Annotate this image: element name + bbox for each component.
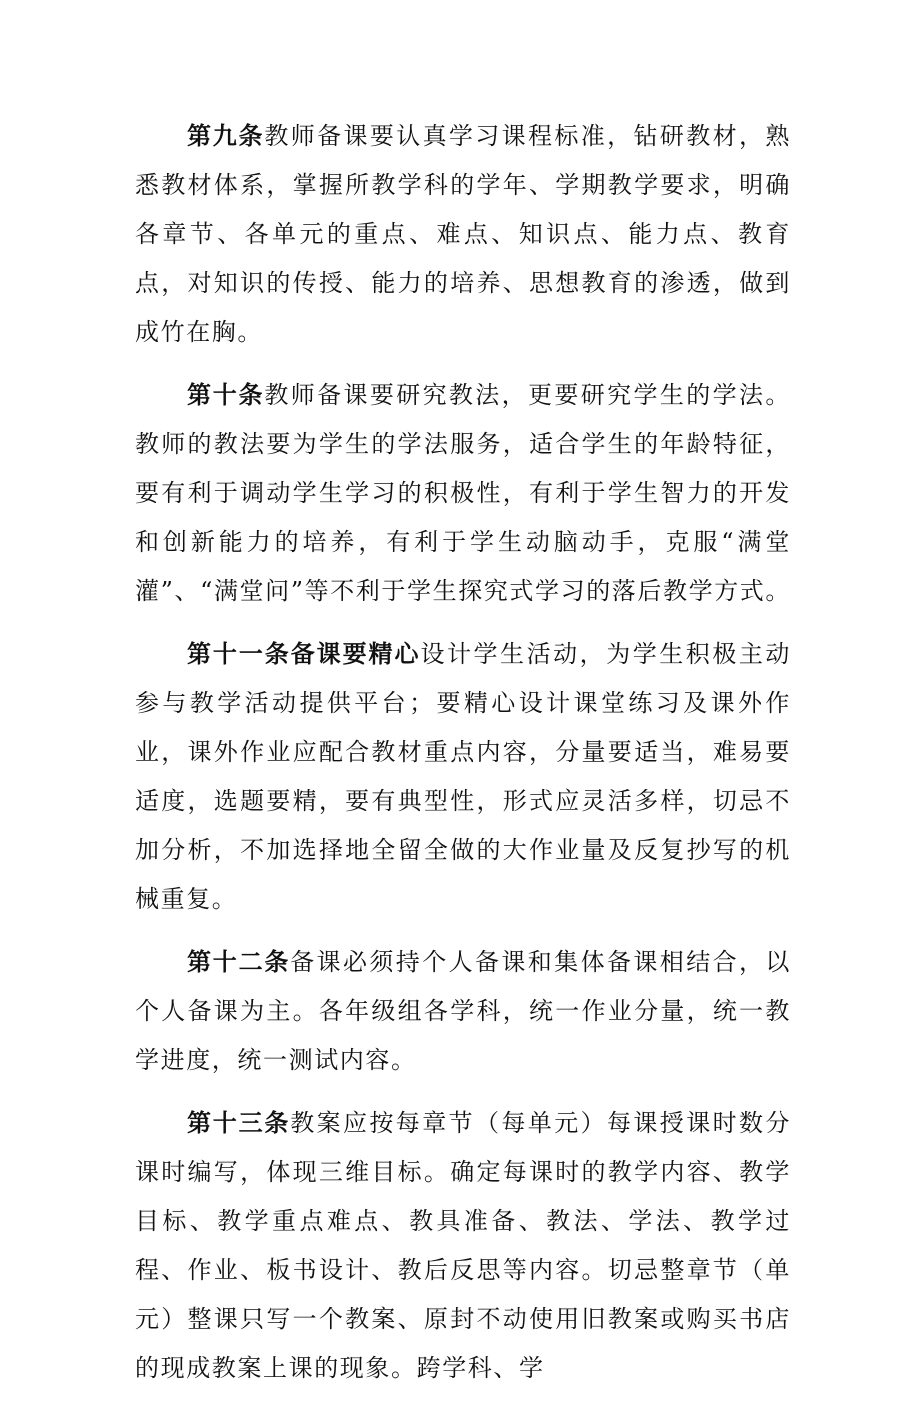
article-heading: 第十一条备课要精心 (187, 640, 421, 668)
article-heading: 第十条 (187, 381, 265, 409)
article-text: 教师备课要认真学习课程标准，钻研教材，熟悉教材体系，掌握所教学科的学年、学期教学要求，明确各章节、各单元的重点、难点、知识点、能力点、教育点，对知识的传授、能力的培养、思想教育的渗透，做到成竹在胸。 (135, 122, 792, 346)
article-9 (135, 112, 791, 357)
article-10 (135, 371, 791, 616)
document-body (135, 112, 791, 1407)
article-text: 备课必须持个人备课和集体备课相结合，以个人备课为主。各年级组各学科，统一作业分量，统一教学进度，统一测试内容。 (135, 948, 791, 1074)
article-heading: 第十二条 (187, 948, 291, 976)
article-11 (135, 630, 791, 924)
article-13 (135, 1099, 791, 1393)
article-text: 教案应按每章节（每单元）每课授课时数分课时编写，体现三维目标。确定每课时的教学内容、教学目标、教学重点难点、教具准备、教法、学法、教学过程、作业、板书设计、教后反思等内容。切忌整章节（单元）整课只写一个教案、原封不动使用旧教案或购买书店的现成教案上课的现象。跨学科、学 (135, 1109, 791, 1382)
article-heading: 第十三条 (187, 1109, 291, 1137)
article-text: 设计学生活动，为学生积极主动参与教学活动提供平台；要精心设计课堂练习及课外作业，课外作业应配合教材重点内容，分量要适当，难易要适度，选题要精，要有典型性，形式应灵活多样，切忌不加分析，不加选择地全留全做的大作业量及反复抄写的机械重复。 (135, 640, 792, 913)
article-text: 教师备课要研究教法，更要研究学生的学法。教师的教法要为学生的学法服务，适合学生的年龄特征，要有利于调动学生学习的积极性，有利于学生智力的开发和创新能力的培养，有利于学生动脑动手，克服“满堂灌”、“满堂问”等不利于学生探究式学习的落后教学方式。 (135, 381, 792, 605)
article-12 (135, 938, 791, 1085)
article-heading: 第九条 (187, 122, 265, 150)
